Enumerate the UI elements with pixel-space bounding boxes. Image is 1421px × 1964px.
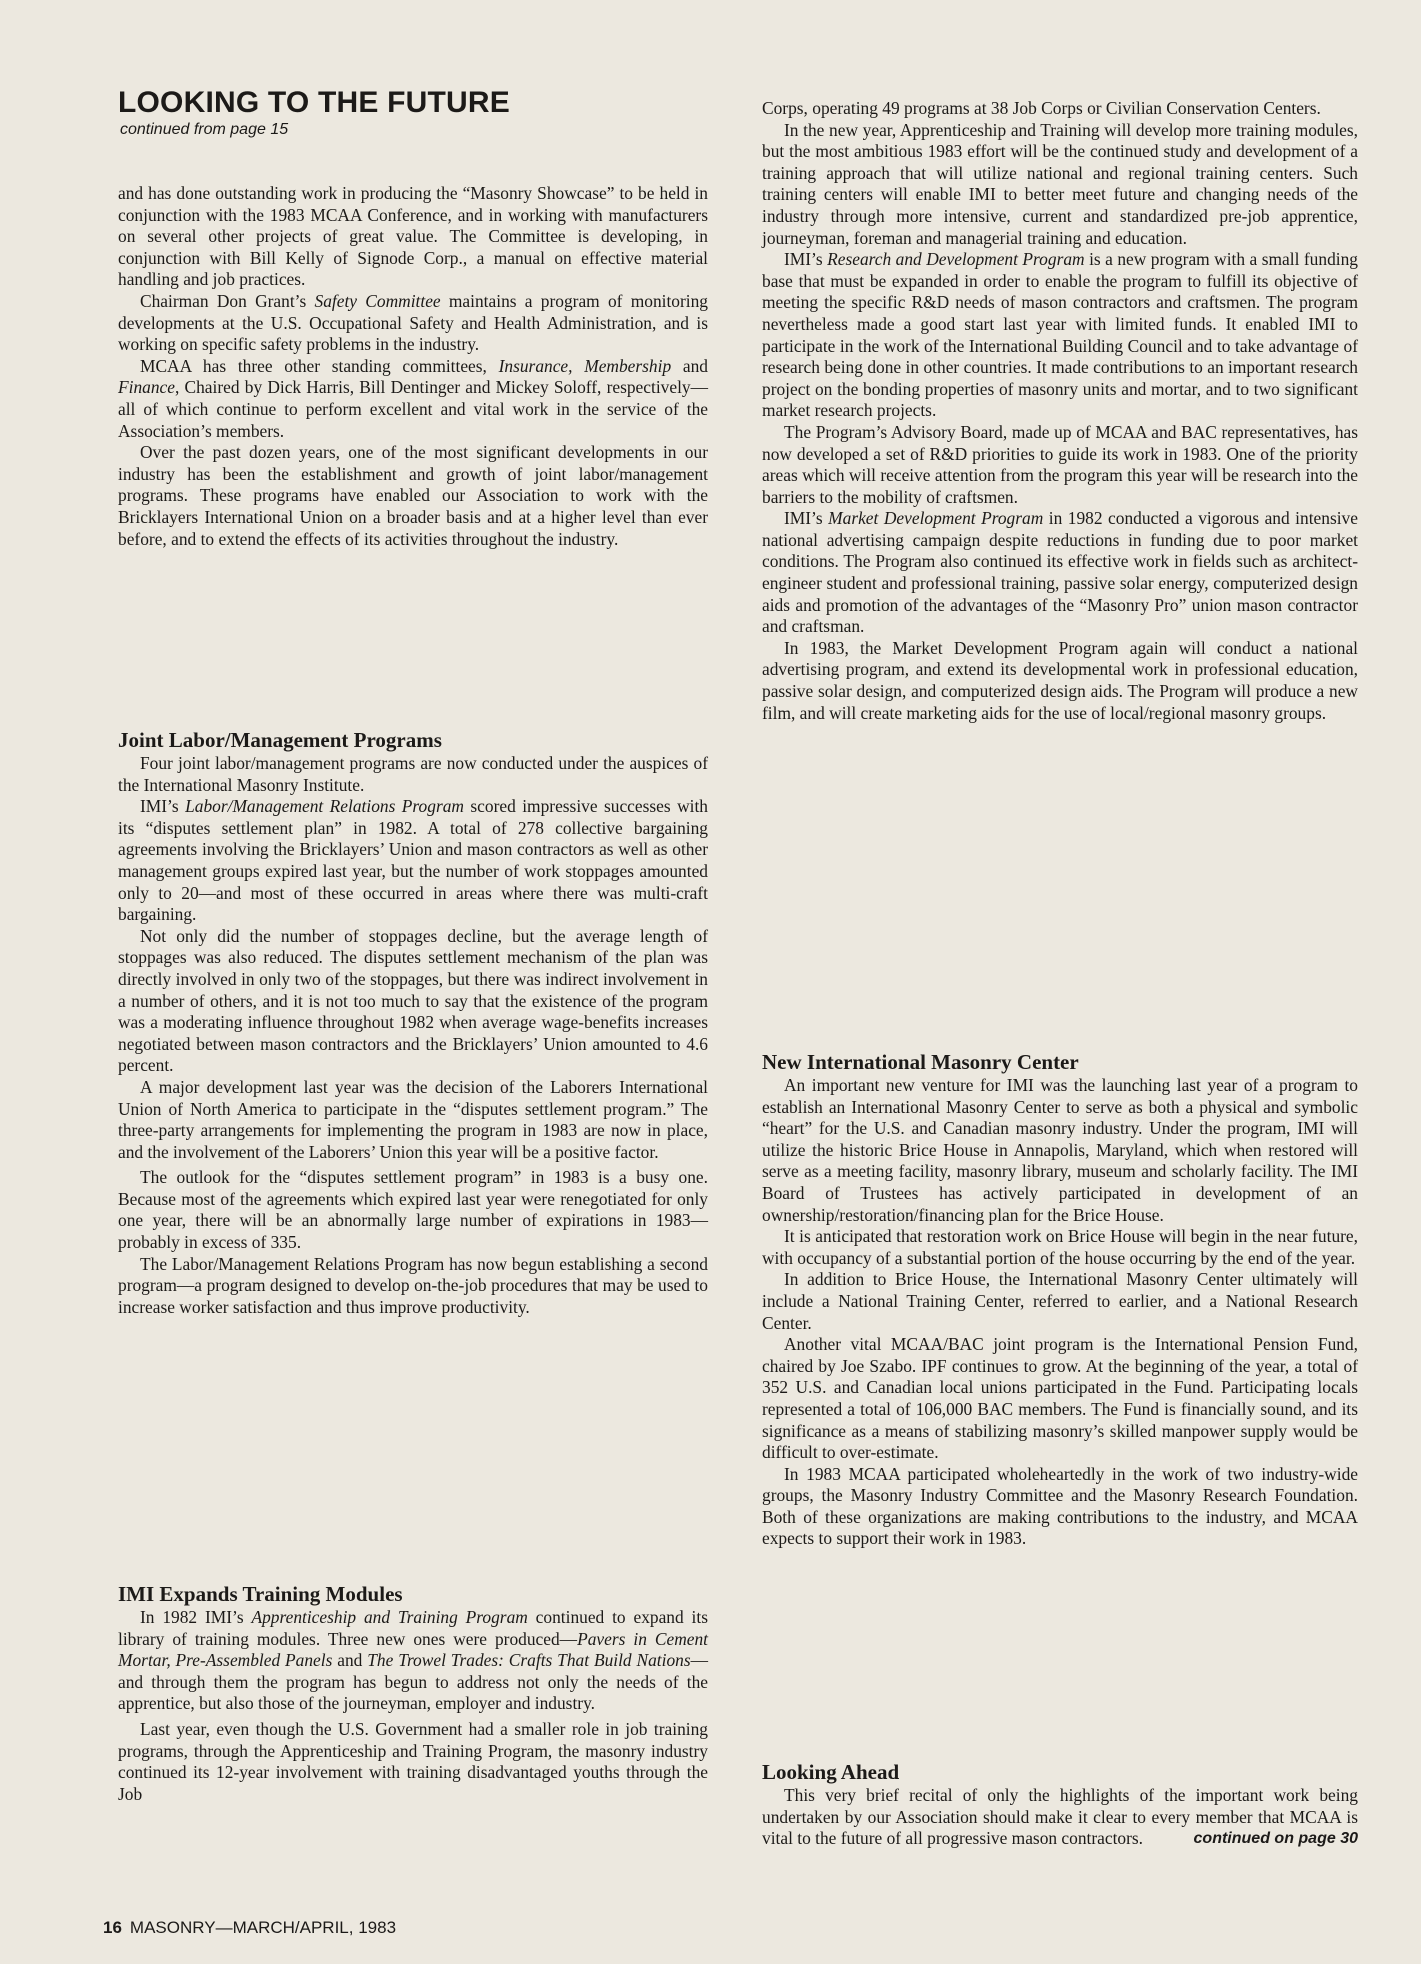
- paragraph: Last year, even though the U.S. Government had a smaller role in job training programs, through the Apprenticeship and Training Program, the masonry industry continued its 12-year involvement with training disadvantaged youths through the Job: [118, 1718, 708, 1804]
- paragraph: An important new venture for IMI was the launching last year of a program to establish an International Masonry Center to serve as both a physical and symbolic “heart” for the U.S. and Canadian masonry industry. Under the program, IMI will utilize the historic Brice House in Annapolis, Maryland, which when restored will serve as a meeting facility, masonry library, museum and scholarly facility. The IMI Board of Trustees has actively participated in development of an ownership/restoration/financing plan for the Brice House.: [762, 1075, 1358, 1225]
- page-footer: [103, 1918, 396, 1938]
- paragraph: This very brief recital of only the highlights of the important work being undertaken by our Association should make it clear to every member that MCAA is vital to the future of all progressive mason contractors. continued on page 30: [762, 1785, 1358, 1849]
- paragraph: In 1983 MCAA participated wholeheartedly in the work of two industry-wide groups, the Masonry Industry Committee and the Masonry Research Foundation. Both of these organizations are making contributions to the industry, and MCAA expects to support their work in 1983.: [762, 1463, 1358, 1549]
- paragraph: IMI’s Market Development Program in 1982 conducted a vigorous and intensive national advertising campaign despite reductions in funding due to poor market conditions. The Program also continued its effective work in fields such as architect-engineer student and professional training, passive solar energy, computerized design aids and promotion of the advantages of the “Masonry Pro” union mason contractor and craftsman.: [762, 508, 1358, 637]
- paragraph: In the new year, Apprenticeship and Training will develop more training modules, but the most ambitious 1983 effort will be the continued study and development of a training approach that will utilize national and regional training centers. Such training centers will enable IMI to better meet future and changing needs of the industry through more intensive, current and standardized pre-job apprentice, journeyman, foreman and managerial training and education.: [762, 119, 1358, 248]
- paragraph: A major development last year was the decision of the Laborers International Union of North America to participate in the “disputes settlement program.” The three-party arrangements for implementing the program in 1983 are now in place, and the involvement of the Laborers’ Union this year will be a positive factor.: [118, 1076, 708, 1162]
- paragraph: In addition to Brice House, the International Masonry Center ultimately will include a National Training Center, referred to earlier, and a National Research Center.: [762, 1269, 1358, 1333]
- paragraph: Four joint labor/management programs are now conducted under the auspices of the International Masonry Institute.: [118, 753, 708, 795]
- paragraph: Over the past dozen years, one of the most significant developments in our industry has been the establishment and growth of joint labor/management programs. These programs have enabled our Association to work with the Bricklayers International Union on a broader basis and at a higher level than ever before, and to extend the effects of its activities throughout the industry.: [118, 442, 708, 549]
- paragraph: IMI’s Labor/Management Relations Program scored impressive successes with its “disputes settlement plan” in 1982. A total of 278 collective bargaining agreements involving the Bricklayers’ Union and mason contractors as well as other management groups expired last year, but the number of work stoppages amounted only to 20—and most of these occurred in areas where there was multi-craft bargaining.: [118, 796, 708, 925]
- paragraph: The outlook for the “disputes settlement program” in 1983 is a busy one. Because most of the agreements which expired last year were renegotiated for only one year, there will be an abnormally large number of expirations in 1983—probably in excess of 335.: [118, 1167, 708, 1253]
- continued-from-note: continued from page 15: [120, 121, 289, 138]
- paragraph: It is anticipated that restoration work on Brice House will begin in the near future, with occupancy of a substantial portion of the house occurring by the end of the year.: [762, 1226, 1358, 1268]
- section-heading-masonry-center: New International Masonry Center: [762, 1050, 1079, 1074]
- paragraph: Chairman Don Grant’s Safety Committee maintains a program of monitoring developments at the U.S. Occupational Safety and Health Administration, and is working on specific safety problems in the industry.: [118, 290, 709, 355]
- page-number: 16: [103, 1918, 122, 1937]
- section-heading-joint-programs: Joint Labor/Management Programs: [118, 728, 442, 752]
- section-heading-training-modules: IMI Expands Training Modules: [118, 1582, 403, 1606]
- paragraph: The Labor/Management Relations Program has now begun establishing a second program—a program designed to develop on-the-job procedures that may be used to increase worker satisfaction and thus improve productivity.: [118, 1253, 708, 1317]
- paragraph: In 1983, the Market Development Program again will conduct a national advertising program, and extend its developmental work in professional education, passive solar design, and computerized design aids. The Program will produce a new film, and will create marketing aids for the use of local/regional masonry groups.: [762, 637, 1358, 723]
- paragraph: In 1982 IMI’s Apprenticeship and Training Program continued to expand its library of training modules. Three new ones were produced—Pavers in Cement Mortar, Pre-Assembled Panels and The Trowel Trades: Crafts That Build Nations—and through them the program has begun to address not only the needs of the apprentice, but also those of the journeyman, employer and industry.: [118, 1607, 709, 1714]
- paragraph: Corps, operating 49 programs at 38 Job Corps or Civilian Conservation Centers.: [762, 98, 1321, 118]
- paragraph: MCAA has three other standing committees, Insurance, Membership and Finance, Chaired by Dick Harris, Bill Dentinger and Mickey Soloff, respectively—all of which continue to perform excellent and vital work in the service of the Association’s members.: [118, 355, 708, 441]
- paragraph: Not only did the number of stoppages decline, but the average length of stoppages was also reduced. The disputes settlement mechanism of the plan was directly involved in only two of the stoppages, but there was indirect involvement in a number of others, and it is not too much to say that the existence of the program was a moderating influence throughout 1982 when average wage-benefits increases negotiated between mason contractors and the Bricklayers’ Union amounted to 4.6 percent.: [118, 925, 708, 1076]
- paragraph: The Program’s Advisory Board, made up of MCAA and BAC representatives, has now developed a set of R&D priorities to guide its work in 1983. One of the priority areas which will receive attention from the program this year will be research into the barriers to the mobility of craftsmen.: [762, 421, 1358, 507]
- article-title: LOOKING TO THE FUTURE: [118, 86, 510, 119]
- section-heading-looking-ahead: Looking Ahead: [762, 1760, 900, 1784]
- continued-on-link[interactable]: continued on page 30: [1193, 1830, 1358, 1848]
- paragraph: IMI’s Research and Development Program is a new program with a small funding base that must be expanded in order to enable the program to fulfill its objective of meeting the specific R&D needs of mason contractors and craftsmen. The program nevertheless made a good start last year with limited funds. It enabled IMI to participate in the work of the International Building Council and to take advantage of research being done in other countries. It made contributions to an important research project on the bonding properties of masonry units and mortar, and to two significant market research projects.: [762, 249, 1358, 421]
- paragraph: and has done outstanding work in producing the “Masonry Showcase” to be held in conjunction with the 1983 MCAA Conference, and in working with manufacturers on several other projects of great value. The Committee is developing, in conjunction with Bill Kelly of Signode Corp., a manual on effective material handling and job practices.: [118, 183, 708, 290]
- paragraph: Another vital MCAA/BAC joint program is the International Pension Fund, chaired by Joe Szabo. IPF continues to grow. At the beginning of the year, a total of 352 U.S. and Canadian local unions participated in the Fund. Participating locals represented a total of 106,000 BAC members. The Fund is financially sound, and its significance as a means of stabilizing masonry’s skilled manpower supply would be difficult to over-estimate.: [762, 1334, 1358, 1463]
- publication-line: MASONRY—MARCH/APRIL, 1983: [129, 1918, 397, 1937]
